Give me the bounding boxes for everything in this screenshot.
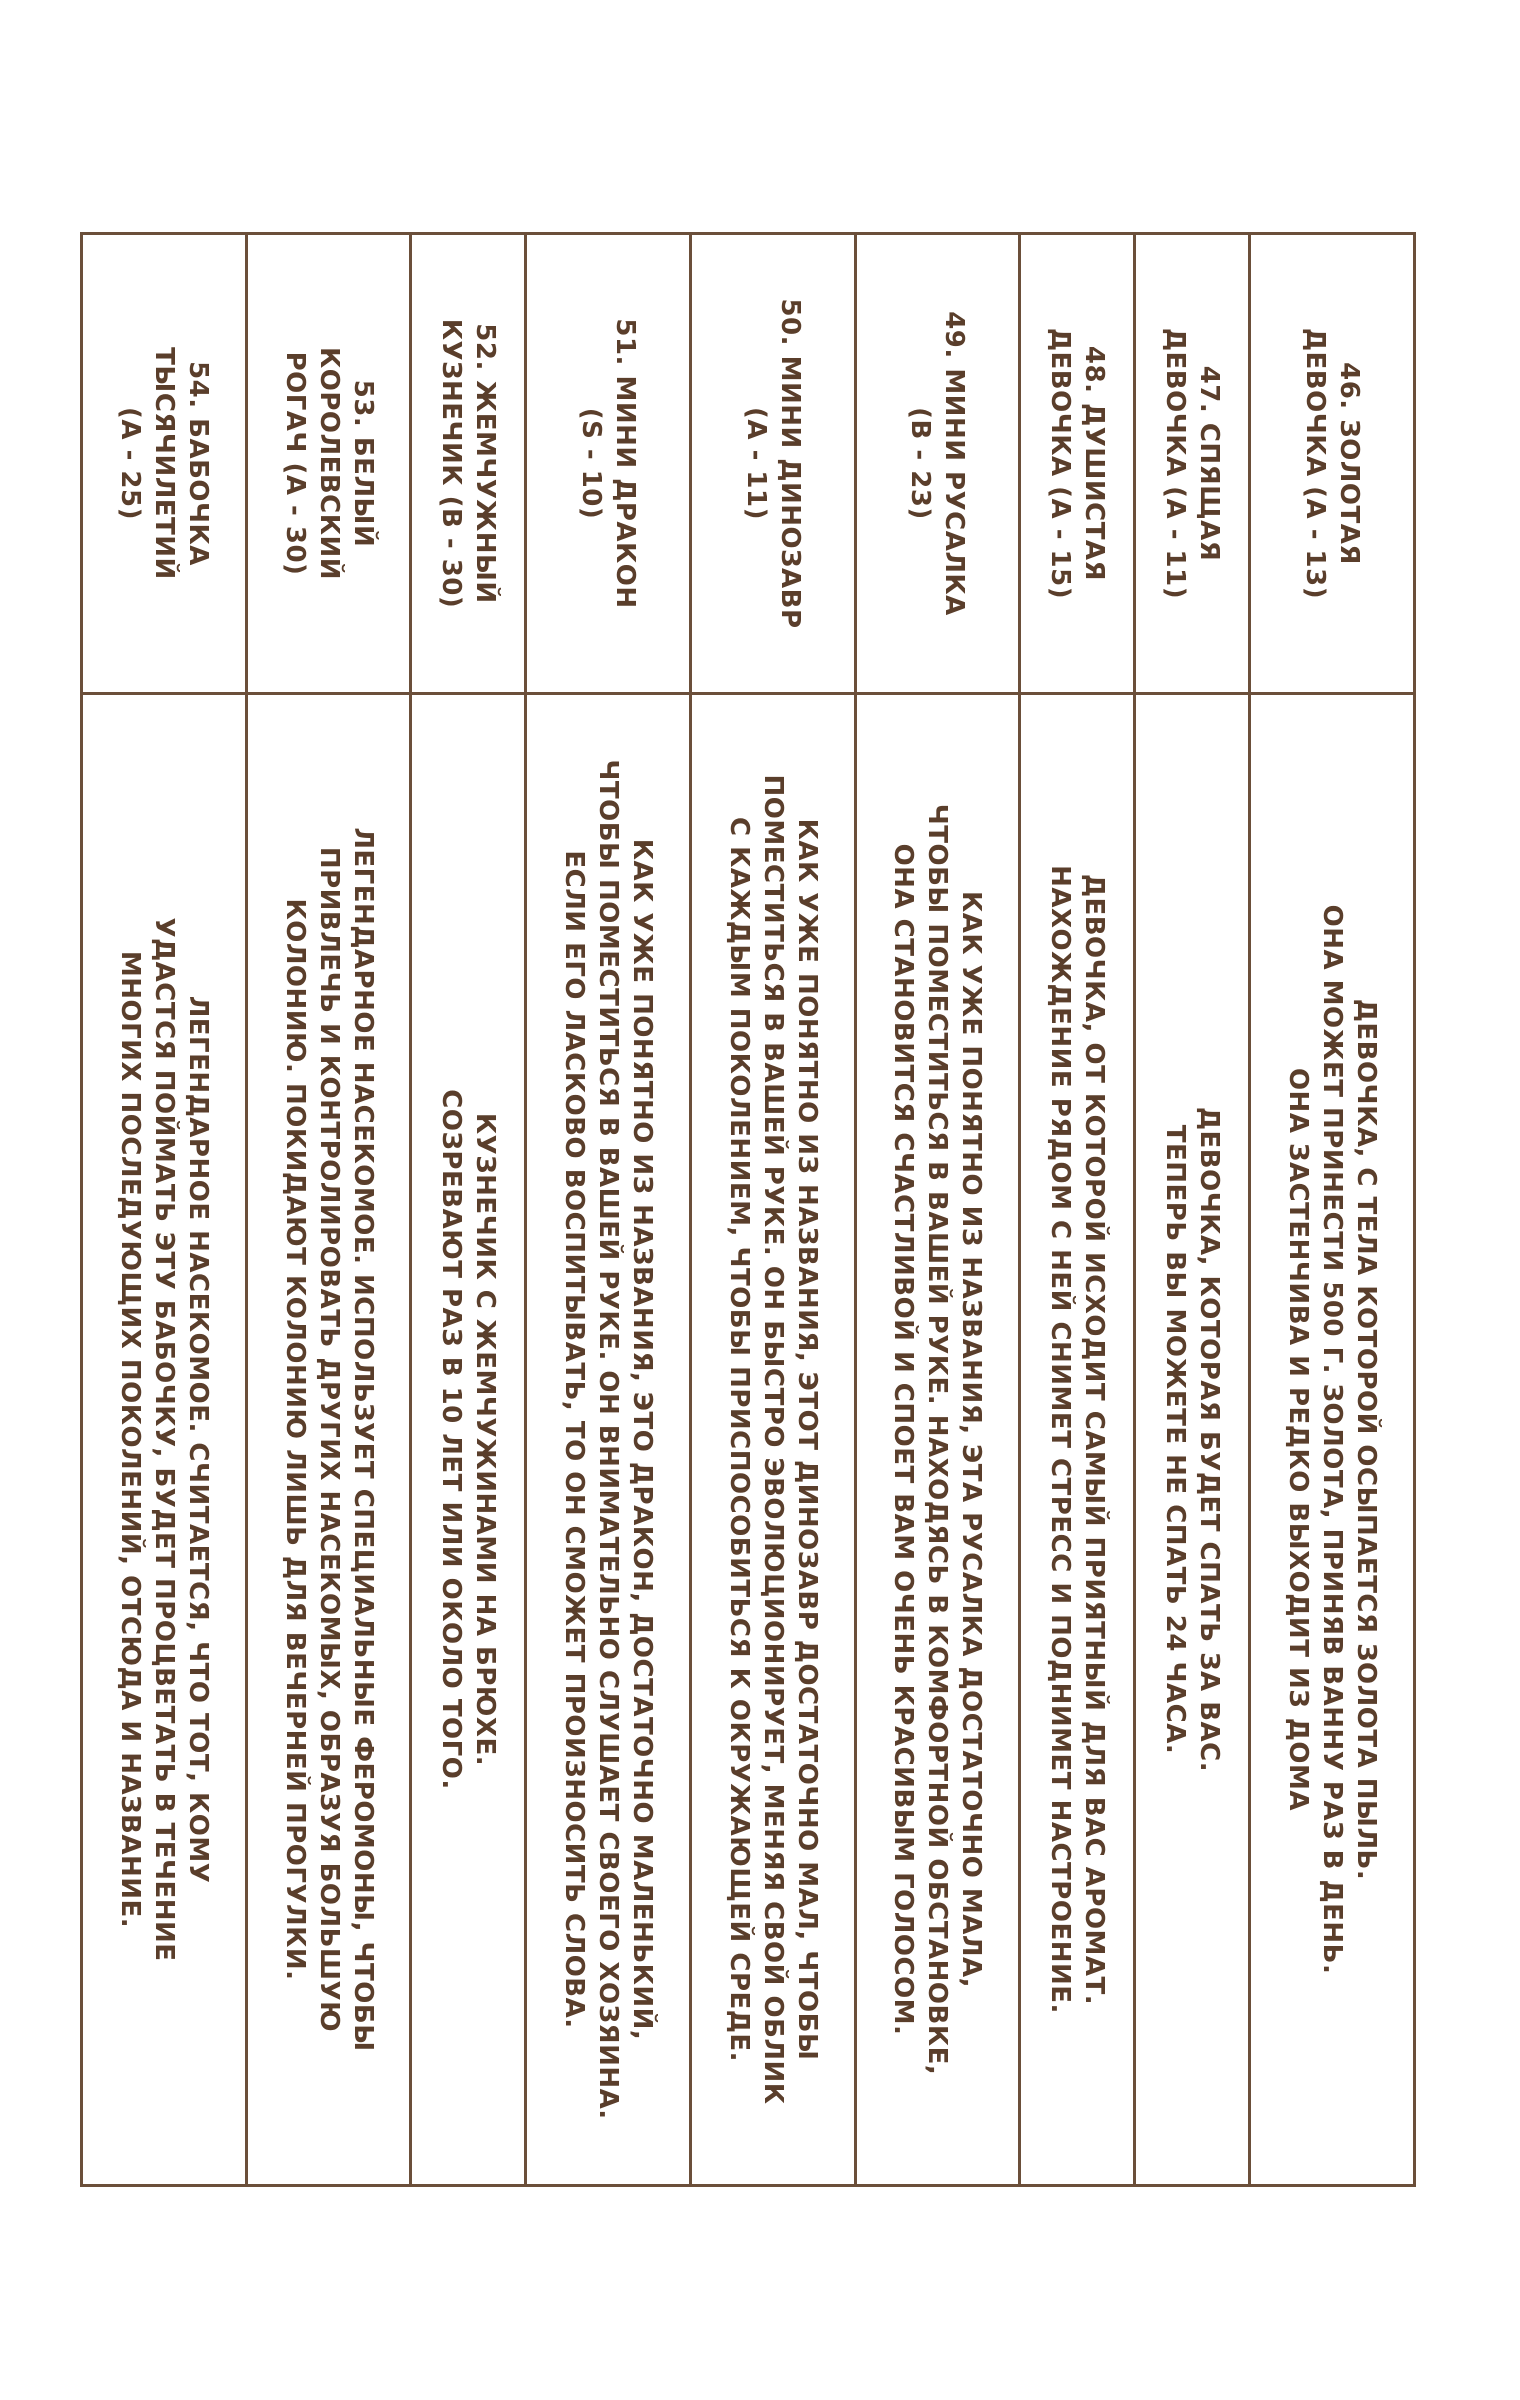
item-name-line: 46. ЗОЛОТАЯ (1334, 362, 1365, 565)
item-name-cell (1020, 234, 1135, 694)
item-description-line: ЛЕГЕНДАРНОЕ НАСЕКОМОЕ. СЧИТАЕТСЯ, ЧТО ТОТ, КОМУ (182, 995, 213, 1884)
item-description-line: ДЕВОЧКА, С ТЕЛА КОТОРОЙ ОСЫПАЕТСЯ ЗОЛОТА ПЫЛЬ. (1351, 998, 1382, 1881)
item-description-line: МНОГИХ ПОСЛЕДУЮЩИХ ПОКОЛЕНИЙ, ОТСЮДА И НАЗВАНИЕ. (114, 950, 145, 1929)
item-description-line: ОНА СТАНОВИТСЯ СЧАСТЛИВОЙ И СПОЕТ ВАМ ОЧЕНЬ КРАСИВЫМ ГОЛОСОМ. (888, 843, 919, 2036)
item-name-line: РОГАЧ (А - 30) (279, 351, 310, 576)
item-name-line: (А - 25) (114, 407, 145, 520)
item-description-line: КАК УЖЕ ПОНЯТНО ИЗ НАЗВАНИЯ, ЭТА РУСАЛКА ДОСТАТОЧНО МАЛА, (956, 890, 987, 1989)
item-name-cell (691, 234, 856, 694)
item-description-line: УДАСТСЯ ПОЙМАТЬ ЭТУ БАБОЧКУ, БУДЕТ ПРОЦВЕТАТЬ В ТЕЧЕНИЕ (148, 917, 179, 1962)
table-row (691, 234, 856, 2186)
item-description-line: КОЛОНИЮ. ПОКИДАЮТ КОЛОНИЮ ЛИШЬ ДЛЯ ВЕЧЕРНЕЙ ПРОГУЛКИ. (279, 898, 310, 1981)
item-description-line: С КАЖДЫМ ПОКОЛЕНИЕМ, ЧТОБЫ ПРИСПОСОБИТЬСЯ К ОКРУЖАЮЩЕЙ СРЕДЕ. (723, 816, 754, 2063)
item-description-line: ЧТОБЫ ПОМЕСТИТЬСЯ В ВАШЕЙ РУКЕ. НАХОДЯСЬ В КОМФОРТНОЙ ОБСТАНОВКЕ, (922, 803, 953, 2076)
item-name-line: 51. МИНИ ДРАКОН (610, 318, 641, 609)
item-description-line: ПРИВЛЕЧЬ И КОНТРОЛИРОВАТЬ ДРУГИХ НАСЕКОМЫХ, ОБРАЗУЯ БОЛЬШУЮ (313, 846, 344, 2033)
item-description-line: СОЗРЕВАЮТ РАЗ В 10 ЛЕТ ИЛИ ОКОЛО ТОГО. (436, 1089, 467, 1790)
catalog-table (80, 232, 1416, 2187)
item-name-line: 47. СПЯЩАЯ (1194, 365, 1225, 562)
item-description-line: ЛЕГЕНДАРНОЕ НАСЕКОМОЕ. ИСПОЛЬЗУЕТ СПЕЦИАЛЬНЫЕ ФЕРОМОНЫ, ЧТОБЫ (347, 827, 378, 2052)
item-name-cell (1135, 234, 1250, 694)
item-description-line: КАК УЖЕ ПОНЯТНО ИЗ НАЗВАНИЯ, ЭТО ДРАКОН, ДОСТАТОЧНО МАЛЕНЬКИЙ, (627, 838, 658, 2041)
item-description-line: НАХОЖДЕНИЕ РЯДОМ С НЕЙ СНИМЕТ СТРЕСС И ПОДНИМЕТ НАСТРОЕНИЕ. (1045, 865, 1076, 2014)
item-description-line: ЕСЛИ ЕГО ЛАСКОВО ВОСПИТЫВАТЬ, ТО ОН СМОЖЕТ ПРОИЗНОСИТЬ СЛОВА. (559, 850, 590, 2029)
item-name-line: (B - 23) (905, 407, 936, 520)
item-name-line: (S - 10) (576, 407, 607, 520)
item-name-line: 48. ДУШИСТАЯ (1079, 345, 1110, 582)
item-description-line: ТЕПЕРЬ ВЫ МОЖЕТЕ НЕ СПАТЬ 24 ЧАСА. (1160, 1124, 1191, 1755)
item-name-line: 50. МИНИ ДИНОЗАВР (774, 298, 805, 629)
item-description-cell (1250, 694, 1415, 2186)
item-description-cell (1135, 694, 1250, 2186)
rotated-table-wrapper (80, 232, 1416, 2184)
item-name-cell (411, 234, 526, 694)
item-description-line: ОНА МОЖЕТ ПРИНЕСТИ 500 Г. ЗОЛОТА, ПРИНЯВ ВАННУ РАЗ В ДЕНЬ. (1317, 904, 1348, 1975)
item-name-line: КУЗНЕЧИК (B - 30) (436, 318, 467, 609)
item-name-line: 54. БАБОЧКА (182, 361, 213, 566)
item-name-line: ТЫСЯЧИЛЕТИЙ (148, 347, 179, 580)
item-description-line: ОНА ЗАСТЕНЧИВА И РЕДКО ВЫХОДИТ ИЗ ДОМА (1283, 1067, 1314, 1812)
table-row (855, 234, 1020, 2186)
item-name-line: 53. БЕЛЫЙ (347, 379, 378, 548)
item-description-cell (1020, 694, 1135, 2186)
item-name-cell (855, 234, 1020, 694)
table-row (246, 234, 411, 2186)
item-name-line: 49. МИНИ РУСАЛКА (939, 311, 970, 616)
table-row (1250, 234, 1415, 2186)
table-row (526, 234, 691, 2186)
table-row (411, 234, 526, 2186)
catalog-page (80, 232, 1416, 2184)
item-description-cell (246, 694, 411, 2186)
item-description-line: ДЕВОЧКА, КОТОРАЯ БУДЕТ СПАТЬ ЗА ВАС. (1194, 1106, 1225, 1773)
item-name-line: ДЕВОЧКА (А - 11) (1160, 327, 1191, 600)
item-name-cell (246, 234, 411, 694)
item-name-line: КОРОЛЕВСКИЙ (313, 346, 344, 581)
table-row (82, 234, 247, 2186)
item-description-cell (411, 694, 526, 2186)
table-row (1020, 234, 1135, 2186)
item-name-cell (1250, 234, 1415, 694)
item-description-line: ЧТОБЫ ПОМЕСТИТЬСЯ В ВАШЕЙ РУКЕ. ОН ВНИМАТЕЛЬНО СЛУШАЕТ СВОЕГО ХОЗЯИНА. (593, 759, 624, 2120)
item-name-cell (82, 234, 247, 694)
item-name-cell (526, 234, 691, 694)
item-name-line: ДЕВОЧКА (А - 13) (1300, 327, 1331, 600)
item-description-line: КУЗНЕЧИК С ЖЕМЧУЖИНАМИ НА БРЮХЕ. (470, 1112, 501, 1767)
item-description-line: КАК УЖЕ ПОНЯТНО ИЗ НАЗВАНИЯ, ЭТОТ ДИНОЗАВР ДОСТАТОЧНО МАЛ, ЧТОБЫ (791, 818, 822, 2061)
table-row (1135, 234, 1250, 2186)
item-description-line: ПОМЕСТИТЬСЯ В ВАШЕЙ РУКЕ. ОН БЫСТРО ЭВОЛЮЦИОНИРУЕТ, МЕНЯЯ СВОЙ ОБЛИК (757, 774, 788, 2105)
item-name-line: 52. ЖЕМЧУЖНЫЙ (470, 323, 501, 604)
item-name-line: (А - 11) (740, 407, 771, 520)
catalog-table-body (82, 234, 1415, 2186)
item-description-cell (855, 694, 1020, 2186)
item-description-cell (691, 694, 856, 2186)
item-name-line: ДЕВОЧКА (А - 15) (1045, 327, 1076, 600)
item-description-cell (526, 694, 691, 2186)
item-description-line: ДЕВОЧКА, ОТ КОТОРОЙ ИСХОДИТ САМЫЙ ПРИЯТНЫЙ ДЛЯ ВАС АРОМАТ. (1079, 873, 1110, 2006)
item-description-cell (82, 694, 247, 2186)
